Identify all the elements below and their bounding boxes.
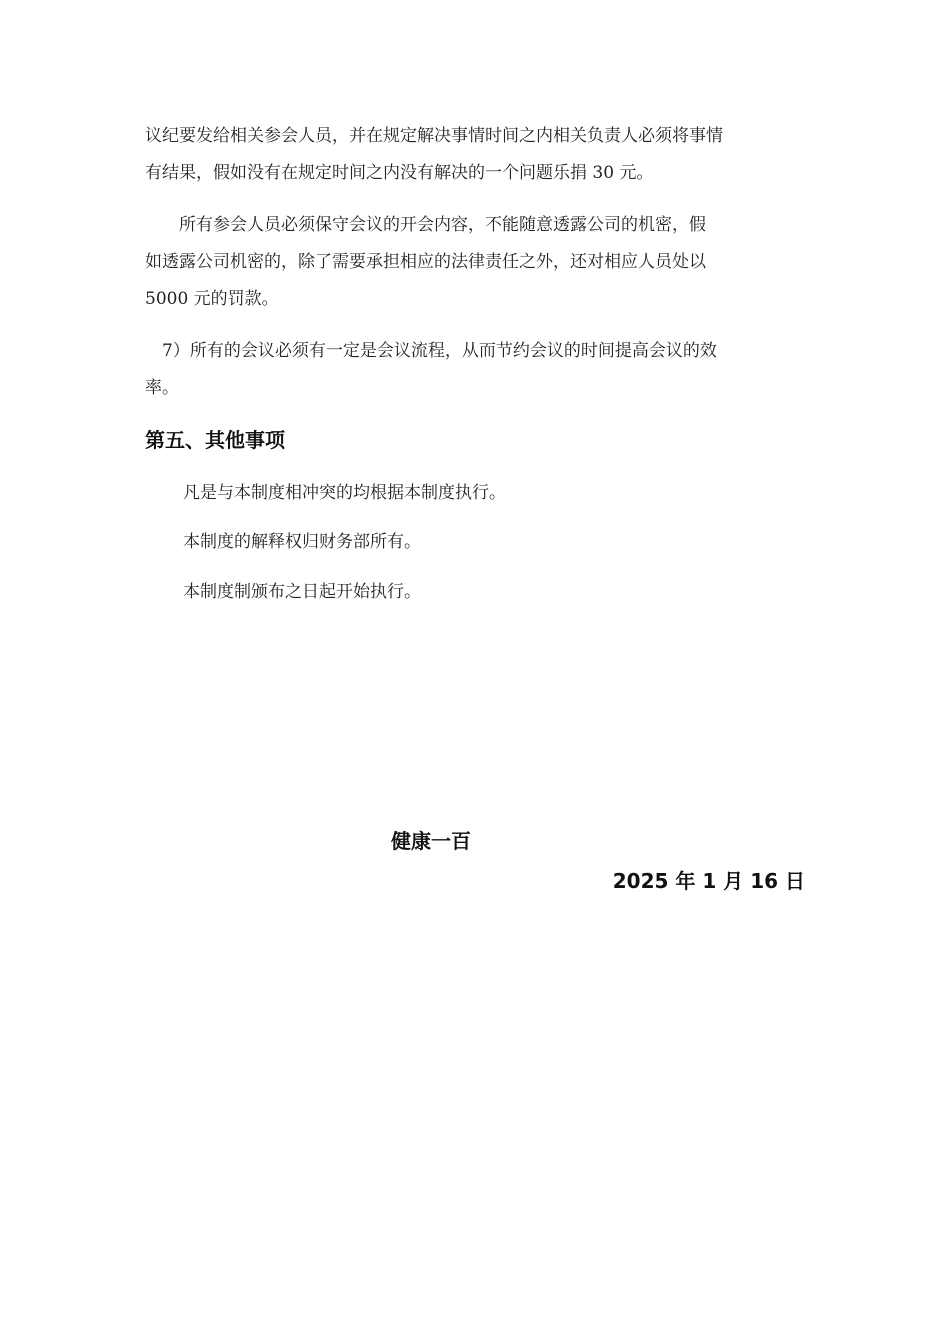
section-item: 本制度的解释权归财务部所有。 [183,532,421,552]
text-line: 议纪要发给相关参会人员，并在规定解决事情时间之内相关负责人必须将事情 [145,126,723,146]
text-line: 有结果，假如没有在规定时间之内没有解决的一个问题乐捐 30 元。 [145,163,654,183]
paragraph-confidentiality [145,207,807,318]
section-heading: 第五、其他事项 [145,428,285,452]
paragraph-meeting-process [145,333,807,407]
section-item: 本制度制颁布之日起开始执行。 [183,582,421,602]
text-line: 所有参会人员必须保守会议的开会内容，不能随意透露公司的机密，假 [145,215,706,235]
paragraph-meeting-minutes [145,118,807,192]
text-line: 7）所有的会议必须有一定是会议流程，从而节约会议的时间提高会议的效 [145,341,717,361]
text-line: 5000 元的罚款。 [145,289,279,309]
section-item: 凡是与本制度相冲突的均根据本制度执行。 [183,483,506,503]
signature-organization: 健康一百 [391,829,471,853]
text-line: 率。 [145,378,179,398]
signature-date: 2025 年 1 月 16 日 [612,869,805,893]
text-line: 如透露公司机密的，除了需要承担相应的法律责任之外，还对相应人员处以 [145,252,706,272]
